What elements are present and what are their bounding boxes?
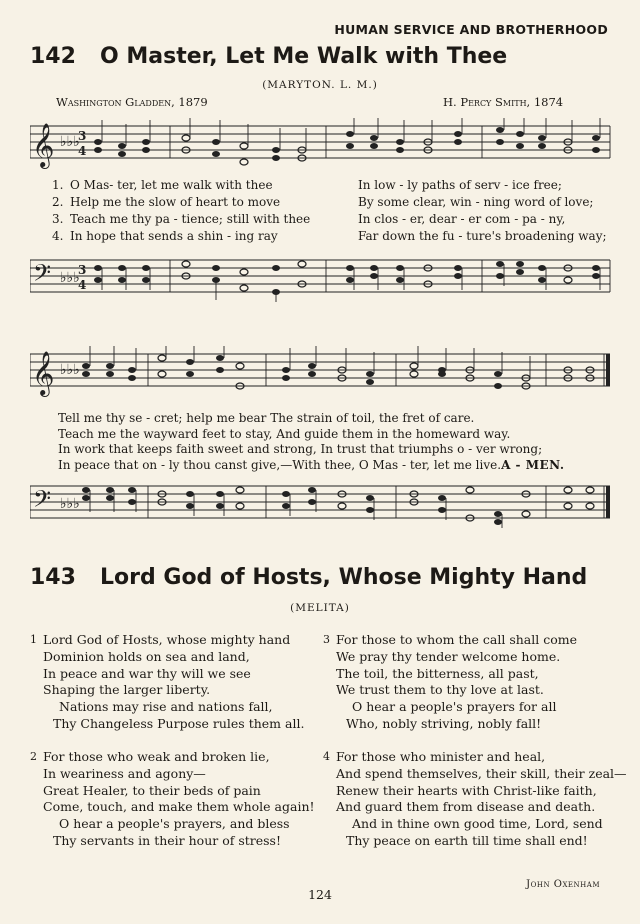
stanza-line: We trust them to thy love at last.: [336, 682, 544, 698]
page-number: 124: [308, 887, 332, 902]
hymn-142-title: [30, 44, 620, 69]
stanza-line: Who, nobly striving, nobly fall!: [346, 715, 542, 731]
lyric-text: In peace that on - ly thou canst give,—With thee, O Mas - ter, let me live.: [58, 457, 502, 472]
stanza-number: 4: [323, 750, 330, 763]
stanza-line: In weariness and agony—: [43, 765, 206, 781]
svg-text:4: 4: [78, 278, 87, 292]
lyric-first-half: Help me the slow of heart to move: [70, 195, 281, 209]
stanza-line: Thy servants in their hour of stress!: [53, 832, 281, 848]
stanza-line: Come, touch, and make them whole again!: [43, 799, 315, 815]
lyric-second-half: Far down the fu - ture's broadening way;: [358, 229, 607, 243]
svg-text:4: 4: [78, 144, 87, 158]
svg-text:𝄞: 𝄞: [32, 351, 55, 395]
stanza-2: [30, 749, 315, 850]
stanza-line: Shaping the larger liberty.: [43, 682, 211, 698]
stanza-line: Lord God of Hosts, whose mighty hand: [43, 632, 291, 647]
svg-text:♭♭♭: ♭♭♭: [60, 270, 80, 286]
lyric-second-half: In low - ly paths of serv - ice free;: [358, 178, 562, 192]
stanza-line: Thy peace on earth till time shall end!: [346, 832, 588, 848]
music-staff-treble-2: [30, 346, 612, 398]
lyric-first-half: In hope that sends a shin - ing ray: [70, 229, 278, 243]
stanza-line: And in thine own good time, Lord, send: [352, 816, 603, 832]
stanza-line: In peace and war thy will we see: [43, 665, 251, 681]
lyric-line: [52, 194, 614, 211]
stanza-line: For those who weak and broken lie,: [43, 749, 270, 764]
lyric-line: [58, 458, 614, 474]
stanza-line: O hear a people's prayers for all: [352, 699, 557, 715]
svg-text:♭♭♭: ♭♭♭: [60, 134, 80, 150]
svg-text:3: 3: [78, 129, 87, 143]
lyric-line: [52, 211, 614, 228]
music-staff-treble-1: [30, 118, 612, 170]
svg-text:𝄢: 𝄢: [33, 259, 52, 292]
lyric-second-half: In clos - er, dear - er com - pa - ny,: [358, 212, 566, 226]
hymn-143-author: John Oxenham: [526, 879, 600, 890]
stanza-line: The toil, the bitterness, all past,: [336, 665, 539, 681]
hymn-142-lyrics-system-1: [52, 177, 614, 245]
hymn-143-title-text: Lord God of Hosts, Whose Mighty Hand: [100, 565, 588, 590]
stanza-line: Dominion holds on sea and land,: [43, 648, 250, 664]
hymn-142-lyrics-system-2: [58, 411, 614, 473]
stanza-line: For those to whom the call shall come: [336, 632, 578, 647]
stanza-number: 3: [323, 633, 330, 646]
lyric-line: Tell me thy se - cret; help me bear The strain of toil, the fret of care.: [58, 411, 475, 425]
lyric-second-half: By some clear, win - ning word of love;: [358, 195, 594, 209]
stanza-line: Nations may rise and nations fall,: [59, 699, 273, 715]
stanza-line: O hear a people's prayers, and bless: [59, 816, 290, 832]
stanza-line: Renew their hearts with Christ-like faith,: [336, 782, 597, 798]
music-staff-bass-1: [30, 252, 612, 302]
verse-number: 2.: [52, 195, 64, 209]
lyric-first-half: O Mas- ter, let me walk with thee: [70, 178, 273, 192]
lyric-line: [52, 177, 614, 194]
stanza-1: [30, 632, 305, 733]
stanza-3: [323, 632, 578, 733]
stanza-line: For those who minister and heal,: [336, 749, 546, 764]
hymn-143-title: [30, 565, 620, 590]
running-head: HUMAN SERVICE AND BROTHERHOOD: [334, 22, 608, 37]
hymn-142-tune: (MARYTON. L. M.): [262, 79, 378, 91]
verse-number: 1.: [52, 178, 64, 192]
stanza-line: And spend themselves, their skill, their zeal—: [336, 765, 627, 781]
stanza-number: 1: [30, 633, 37, 646]
svg-text:♭♭♭: ♭♭♭: [60, 362, 80, 378]
music-staff-bass-2: [30, 478, 612, 528]
svg-text:♭♭♭: ♭♭♭: [60, 496, 80, 512]
stanza-line: Thy Changeless Purpose rules them all.: [53, 715, 305, 731]
verse-number: 4.: [52, 229, 64, 243]
amen-label: A - MEN.: [501, 457, 565, 472]
stanza-number: 2: [30, 750, 37, 763]
stanza-line: Great Healer, to their beds of pain: [43, 782, 261, 798]
lyric-first-half: Teach me thy pa - tience; still with thee: [70, 212, 311, 226]
svg-text:𝄞: 𝄞: [32, 123, 55, 167]
verse-number: 3.: [52, 212, 64, 226]
stanza-line: And guard them from disease and death.: [336, 799, 596, 815]
lyric-line: Teach me the wayward feet to stay, And guide them in the homeward way.: [58, 426, 511, 441]
hymn-142-title-text: O Master, Let Me Walk with Thee: [100, 44, 508, 69]
lyric-line: [52, 228, 614, 245]
stanza-line: We pray thy tender welcome home.: [336, 648, 561, 664]
stanza-4: [323, 749, 627, 850]
svg-text:𝄢: 𝄢: [33, 485, 52, 518]
lyric-line: In work that keeps faith sweet and strong, In trust that triumphs o - ver wrong;: [58, 442, 543, 456]
svg-text:3: 3: [78, 263, 87, 277]
hymn-142-composer: H. Percy Smith, 1874: [443, 95, 564, 109]
hymn-143-number: 143: [30, 565, 76, 590]
hymn-142-number: 142: [30, 44, 76, 69]
hymn-143-tune: (MELITA): [290, 602, 350, 614]
hymn-142-author: Washington Gladden, 1879: [56, 95, 208, 109]
